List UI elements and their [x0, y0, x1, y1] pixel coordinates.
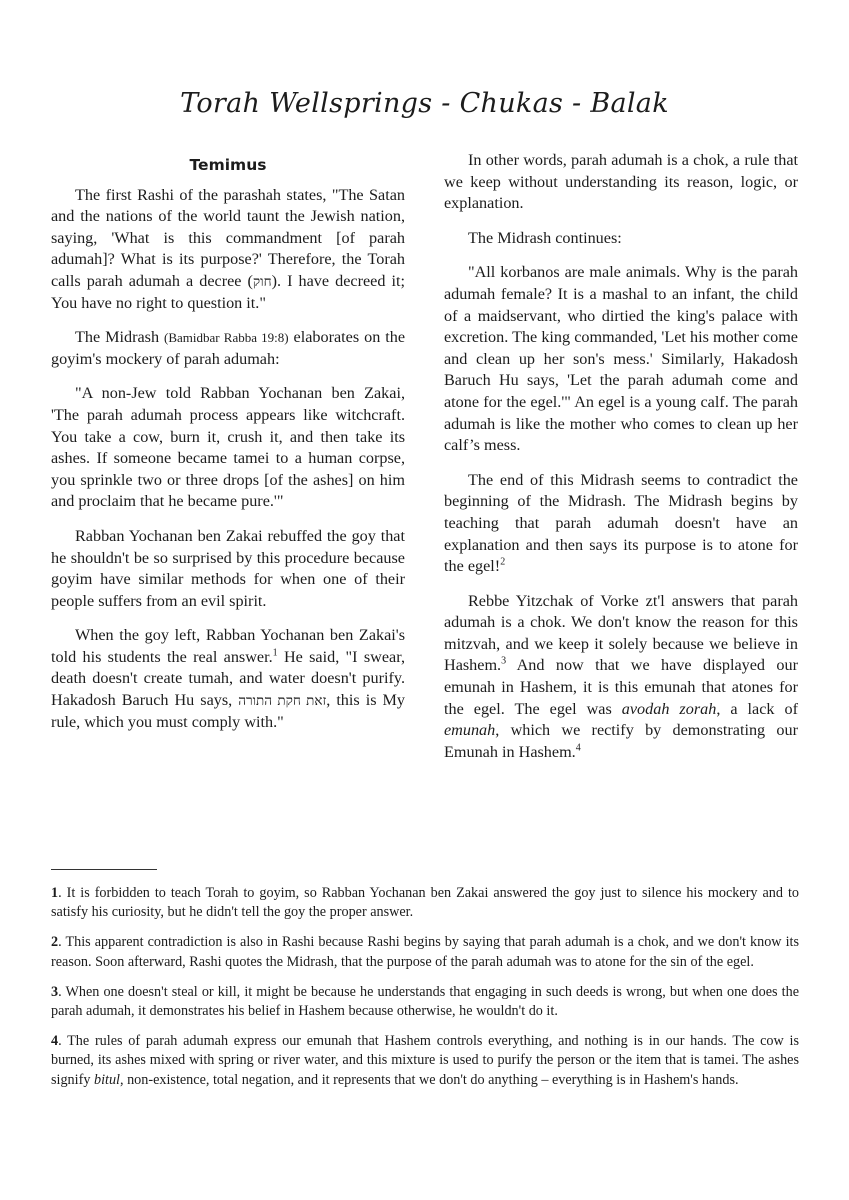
paragraph: "All korbanos are male animals. Why is the parah adumah female? It is a mashal to an infant, the child of a maidservant, who dirtied the king's palace with excretion. The king commanded, 'Let his mother come and clean up her son's mess.' Similarly, Hakadosh Baruch Hu says, 'Let the parah adumah come and atone for the egel.'" An egel is a young calf. The parah adumah is like the mother who comes to clean up her calf’s mess.	[444, 263, 798, 455]
footnote	[51, 884, 799, 922]
page-title: Torah Wellsprings - Chukas - Balak	[180, 88, 669, 119]
paragraph	[51, 185, 405, 315]
left-column	[51, 150, 405, 746]
footnote	[51, 1032, 799, 1090]
paragraph	[51, 625, 405, 733]
paragraph	[51, 327, 405, 370]
footnote	[51, 983, 799, 1021]
italic-term: avodah zorah	[621, 699, 717, 718]
footnote-text: . This apparent contradiction is also in Rashi because Rashi begins by saying that parah adumah is a chok, and we don't know its reason. Soon afterward, Rashi quotes the Midrash, that the purpose of the parah adumah was to atone for the sin of the egel.	[51, 934, 799, 970]
citation: (Bamidbar Rabba 19:8)	[164, 330, 289, 346]
paragraph-text: The end of this Midrash seems to contradict the beginning of the Midrash. The Midrash begins by teaching that parah adumah doesn't have an explanation and then says its purpose is to atone for the egel!	[444, 470, 798, 576]
hebrew-text: חוק	[252, 273, 272, 289]
paragraph: In other words, parah adumah is a chok, a rule that we keep without understanding its reason, logic, or explanation.	[444, 151, 798, 213]
paragraph-text: He said, "I swear, death doesn't create tumah, and water doesn't purify. Hakadosh Baruch Hu says,	[51, 647, 405, 710]
paragraph-text: elaborates on the goyim's mockery of parah adumah:	[51, 328, 406, 368]
italic-term: bitul	[93, 1071, 120, 1088]
paragraph: The Midrash continues:	[468, 228, 622, 247]
footnote-ref[interactable]: 4	[575, 742, 581, 754]
footnote-text: . The rules of parah adumah express our emunah that Hashem controls everything, and nothing is in our hands. The cow is burned, its ashes mixed with spring or river water, and this mixture is used to purify the person or the item that is tamei. The ashes signify	[51, 1033, 799, 1088]
paragraph	[444, 470, 798, 578]
paragraph: Rabban Yochanan ben Zakai rebuffed the goy that he shouldn't be so surprised by this procedure because goyim have similar methods for when one of their people suffers from an evil spirit.	[51, 526, 405, 610]
paragraph: "A non-Jew told Rabban Yochanan ben Zakai, 'The parah adumah process appears like witchcraft. You take a cow, burn it, crush it, and then take its ashes. If someone became tamei to a human corpse, you sprinkle two or three drops [of the ashes] on him and proclaim that he became pure.'"	[51, 384, 405, 511]
right-column	[444, 150, 798, 776]
footnote-divider	[51, 869, 157, 870]
footnote-number: 2	[51, 934, 59, 951]
paragraph-text: The Midrash	[75, 328, 165, 347]
footnote-text: . When one doesn't steal or kill, it might be because he understands that engaging in such deeds is wrong, but when one does the parah adumah, it demonstrates his belief in Hashem because otherwise, he wouldn't do it.	[51, 983, 799, 1020]
footnote-number: 3	[51, 983, 59, 1000]
paragraph-text: And now that we have displayed our emunah in Hashem, it is this emunah that atones for the egel. The egel was	[444, 656, 798, 718]
hebrew-text: זאת חקת התורה	[238, 693, 327, 709]
paragraph-text: When the goy left, Rabban Yochanan ben Zakai's told his students the real answer.	[51, 626, 405, 666]
footnote-ref[interactable]: 3	[501, 656, 507, 668]
footnote-ref[interactable]: 2	[500, 556, 506, 568]
footnote-text: . It is forbidden to teach Torah to goyim, so Rabban Yochanan ben Zakai answered the goy just to silence his mockery and to satisfy his curiosity, but he didn't tell the goy the proper answer.	[51, 885, 799, 921]
footnote-text: , non-existence, total negation, and it represents that we don't do anything – everything is in Hashem's hands.	[119, 1071, 739, 1088]
paragraph-text: , this is My rule, which you must comply with."	[51, 691, 405, 731]
footnote-ref[interactable]: 1	[272, 647, 278, 659]
section-heading: Temimus	[189, 156, 267, 174]
footnote-number: 4	[51, 1033, 59, 1050]
paragraph-text: ). I have decreed it; You have no right to question it."	[51, 271, 405, 312]
footnotes	[51, 884, 799, 1101]
paragraph-text: , which we rectify by demonstrating our Emunah in Hashem.	[444, 721, 798, 761]
footnote-number: 1	[51, 885, 59, 901]
footnote	[51, 933, 799, 971]
italic-term: emunah	[444, 721, 496, 740]
paragraph-text: The first Rashi of the parashah states, "The Satan and the nations of the world taunt the Jewish nation, saying, 'What is this commandment [of parah adumah]? What is its purpose?' Therefore, the Torah calls parah adumah a decree (	[51, 185, 405, 290]
paragraph-text: Rebbe Yitzchak of Vorke zt'l answers that parah adumah is a chok. We don't know the reason for this mitzvah, and we keep it solely because we believe in Hashem.	[444, 591, 798, 675]
paragraph-text: , a lack of	[716, 699, 798, 718]
paragraph	[444, 591, 798, 764]
